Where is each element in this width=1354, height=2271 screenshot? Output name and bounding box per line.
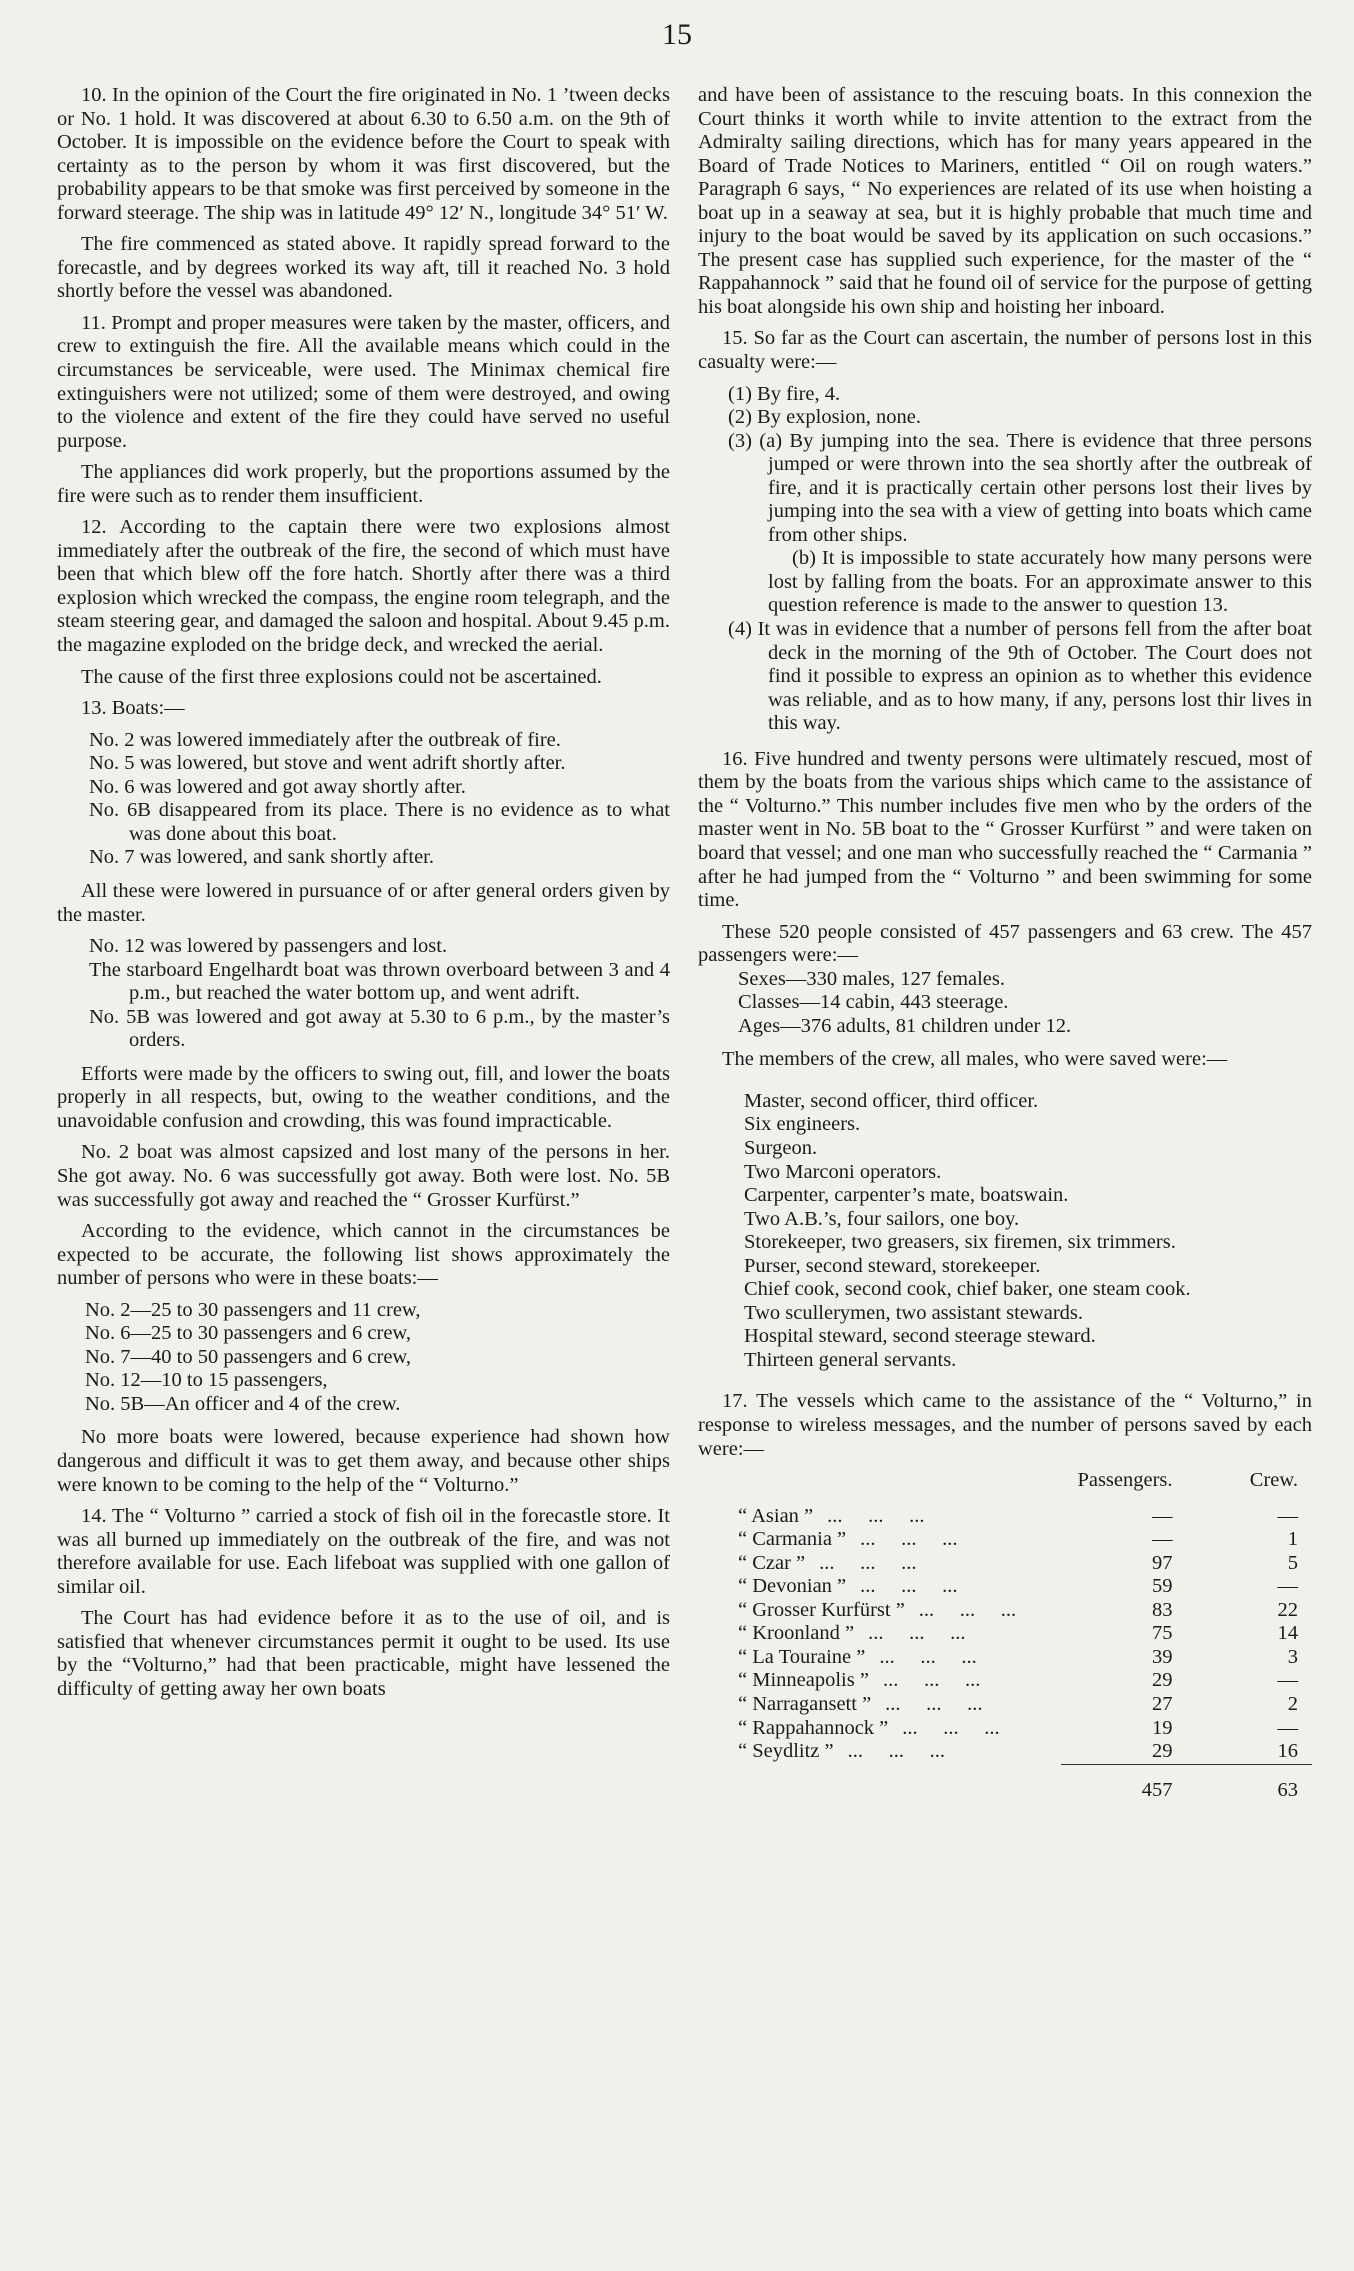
paragraph-13-evidence: According to the evidence, which cannot in the circumstances be expected to be accurate, the following list shows approximately the number of persons who were in these boats:— xyxy=(57,1220,670,1290)
table-row xyxy=(698,1622,1312,1646)
list-item: Surgeon. xyxy=(744,1136,818,1159)
list-item: No. 7 was lowered, and sank shortly after. xyxy=(89,846,434,869)
crew-saved: 3 xyxy=(1287,1645,1298,1668)
table-row xyxy=(698,1505,1312,1529)
vessel-name-text: “ La Touraine ” xyxy=(738,1645,866,1668)
list-item: (b) It is impossible to state accurately how many persons were lost by falling from the boats. For an approximate answer to this question reference is made to the answer to question 13. xyxy=(768,547,1312,617)
paragraph-17: 17. The vessels which came to the assistance of the “ Volturno,” in response to wireless messages, and the number of persons saved by each were:— xyxy=(698,1390,1312,1460)
list-item: No. 6B disappeared from its place. There is no evidence as to what was done about this boat. xyxy=(89,799,670,845)
passengers-saved: 59 xyxy=(1152,1575,1173,1598)
list-item: No. 6 was lowered and got away shortly after. xyxy=(89,775,466,798)
table-row xyxy=(698,1717,1312,1741)
paragraph-15: 15. So far as the Court can ascertain, the number of persons lost in this casualty were:— xyxy=(698,327,1312,374)
list-item: Classes—14 cabin, 443 steerage. xyxy=(738,991,1009,1014)
paragraph-13-outcome: No. 2 boat was almost capsized and lost many of the persons in her. She got away. No. 6 was successfully got away. Both were lost. No. 5B was successfully got away and reached the “ Grosser Kurfürst.” xyxy=(57,1141,670,1211)
column-header-crew: Crew. xyxy=(1249,1469,1298,1492)
vessel-name xyxy=(698,1552,1061,1576)
paragraph-13-no-more-boats: No more boats were lowered, because experience had shown how dangerous and difficult it was to get them away, and because other ships were known to be coming to the help of the “ Volturno.” xyxy=(57,1426,670,1496)
list-item: No. 5B was lowered and got away at 5.30 to 6 p.m., by the master’s orders. xyxy=(89,1005,670,1052)
list-item: Chief cook, second cook, chief baker, one steam cook. xyxy=(744,1278,1191,1301)
crew-saved-list xyxy=(698,1090,1312,1373)
list-item: Two A.B.’s, four sailors, one boy. xyxy=(744,1207,1020,1230)
column-header-passengers: Passengers. xyxy=(1077,1469,1173,1492)
paragraph-12-continued: The cause of the first three explosions could not be ascertained. xyxy=(81,665,602,688)
vessel-name-text: “ Narragansett ” xyxy=(738,1693,872,1715)
page-number: 15 xyxy=(662,18,692,51)
list-item: No. 7—40 to 50 passengers and 6 crew, xyxy=(85,1345,412,1368)
vessel-name-text: “ Seydlitz ” xyxy=(738,1740,834,1763)
passengers-saved: 83 xyxy=(1152,1598,1173,1621)
leader-dots: ... ... ... xyxy=(860,1575,958,1598)
list-item: No. 6—25 to 30 passengers and 6 crew, xyxy=(85,1322,412,1345)
vessels-table xyxy=(698,1469,1312,1802)
leader-dots: ... ... ... xyxy=(819,1551,917,1574)
vessel-name xyxy=(698,1717,1061,1741)
paragraph-10: 10. In the opinion of the Court the fire originated in No. 1 ’tween decks or No. 1 hold. It was discovered at about 6.30 to 6.50 a.m. on the 9th of October. It is impossible on the evidence before the Court to speak with certainty as to the person by whom it was first discovered, but the probability appears to be that smoke was first perceived by someone in the forward steerage. The ship was in latitude 49° 12′ N., longitude 34° 51′ W. xyxy=(57,84,670,224)
list-item: Six engineers. xyxy=(744,1113,861,1136)
total-crew: 63 xyxy=(1187,1764,1312,1802)
passengers-saved: 19 xyxy=(1152,1716,1173,1739)
boats-list-second xyxy=(57,935,670,1053)
crew-saved: 5 xyxy=(1287,1551,1298,1574)
vessel-name xyxy=(698,1575,1061,1599)
list-item: Purser, second steward, storekeeper. xyxy=(744,1254,1041,1277)
vessel-name-text: “ Minneapolis ” xyxy=(738,1669,869,1692)
list-item: (1) By fire, 4. xyxy=(728,382,841,405)
leader-dots: ... ... ... xyxy=(918,1598,1017,1621)
list-item: Thirteen general servants. xyxy=(744,1348,957,1371)
paragraph-13-efforts: Efforts were made by the officers to swing out, fill, and lower the boats properly in all respects, but, owing to the weather conditions, and the unavoidable confusion and crowding, this was found impracticable. xyxy=(57,1062,670,1132)
boats-heading: 13. Boats:— xyxy=(81,697,185,720)
table-row xyxy=(698,1599,1312,1623)
vessel-name xyxy=(698,1622,1061,1646)
paragraph-16-passengers: These 520 people consisted of 457 passengers and 63 crew. The 457 passengers were:— xyxy=(698,920,1312,967)
passengers-saved: — xyxy=(1152,1504,1173,1527)
crew-saved: — xyxy=(1277,1504,1298,1527)
paragraph-11: 11. Prompt and proper measures were taken by the master, officers, and crew to extinguish the fire. All the available means which could in the circumstances be serviceable, were used. The Minimax chemical fire extinguishers were not utilized; some of them were destroyed, and owing to the violence and extent of the fire they could have served no useful purpose. xyxy=(57,311,670,452)
crew-saved: 2 xyxy=(1287,1693,1298,1715)
vessel-name-text: “ Kroonland ” xyxy=(738,1622,855,1645)
leader-dots: ... ... ... xyxy=(847,1740,946,1763)
list-item: No. 2 was lowered immediately after the outbreak of fire. xyxy=(89,728,561,751)
list-item: Storekeeper, two greasers, six firemen, six trimmers. xyxy=(744,1231,1176,1254)
list-item: (3) (a) By jumping into the sea. There is evidence that three persons jumped or were thrown into the sea shortly after the outbreak of fire, and it is practically certain other persons lost their lives by jumping into the sea with a view of getting into boats which came from other ships. xyxy=(728,429,1312,546)
left-column xyxy=(57,84,670,1709)
leader-dots: ... ... ... xyxy=(879,1645,977,1668)
crew-saved: — xyxy=(1277,1716,1298,1739)
passengers-saved: 27 xyxy=(1152,1693,1173,1715)
boat-counts-list xyxy=(57,1299,670,1417)
leader-dots: ... ... ... xyxy=(882,1669,981,1692)
leader-dots: ... ... ... xyxy=(902,1716,1000,1739)
leader-dots: ... ... ... xyxy=(885,1693,983,1715)
passengers-saved: 75 xyxy=(1152,1622,1173,1645)
crew-saved: — xyxy=(1277,1669,1298,1692)
vessel-name-text: “ Grosser Kurfürst ” xyxy=(738,1598,905,1621)
list-item: (4) It was in evidence that a number of persons fell from the after boat deck in the morning of the 9th of October. The Court does not find it possible to express an opinion as to whether this evidence was reliable, and as to how many, if any, persons lost thir lives in this way. xyxy=(728,618,1312,735)
list-item: Carpenter, carpenter’s mate, boatswain. xyxy=(744,1184,1069,1207)
vessel-name xyxy=(698,1693,1061,1717)
list-item: No. 12 was lowered by passengers and lost. xyxy=(89,935,448,958)
crew-saved: 14 xyxy=(1277,1622,1298,1645)
list-item: No. 5B—An officer and 4 of the crew. xyxy=(85,1392,401,1415)
passengers-saved: 29 xyxy=(1152,1669,1173,1692)
list-item: No. 12—10 to 15 passengers, xyxy=(85,1369,328,1392)
vessel-name-text: “ Czar ” xyxy=(738,1551,806,1574)
total-passengers: 457 xyxy=(1061,1764,1186,1802)
list-item: Hospital steward, second steerage steward. xyxy=(744,1325,1096,1348)
vessel-name-text: “ Devonian ” xyxy=(738,1575,847,1598)
passengers-saved: 39 xyxy=(1152,1645,1173,1668)
vessel-name xyxy=(698,1505,1061,1529)
crew-saved: 1 xyxy=(1287,1528,1298,1551)
list-item: Ages—376 adults, 81 children under 12. xyxy=(738,1014,1072,1037)
vessel-name-text: “ Carmania ” xyxy=(738,1528,847,1551)
passengers-saved: 97 xyxy=(1152,1551,1173,1574)
table-row xyxy=(698,1693,1312,1717)
right-column xyxy=(698,84,1312,1802)
vessel-name xyxy=(698,1740,1061,1764)
list-item: The starboard Engelhardt boat was thrown overboard between 3 and 4 p.m., but reached the water bottom up, and went adrift. xyxy=(89,958,670,1005)
list-item: No. 5 was lowered, but stove and went adrift shortly after. xyxy=(89,752,566,775)
paragraph-16-crew: The members of the crew, all males, who were saved were:— xyxy=(722,1048,1228,1071)
paragraph-14: 14. The “ Volturno ” carried a stock of fish oil in the forecastle store. It was all burned up immediately on the outbreak of the fire, and was not therefore available for use. Each lifeboat was supplied with one gallon of similar oil. xyxy=(57,1505,670,1598)
table-row xyxy=(698,1528,1312,1552)
paragraph-10-continued: The fire commenced as stated above. It rapidly spread forward to the forecastle, and by degrees worked its way aft, till it reached No. 3 hold shortly before the vessel was abandoned. xyxy=(57,233,670,303)
table-row xyxy=(698,1669,1312,1693)
paragraph-13-orders: All these were lowered in pursuance of or after general orders given by the master. xyxy=(57,879,670,926)
passenger-stats xyxy=(698,968,1312,1039)
list-item: Sexes—330 males, 127 females. xyxy=(738,967,1006,990)
crew-saved: — xyxy=(1277,1575,1298,1598)
vessel-name-text: “ Asian ” xyxy=(738,1504,814,1527)
passengers-saved: 29 xyxy=(1152,1740,1173,1763)
paragraph-14-end: and have been of assistance to the rescuing boats. In this connexion the Court thinks it worth while to invite attention to the extract from the Admiralty sailing directions, which has for many years appeared in the Board of Trade Notices to Mariners, entitled “ Oil on rough waters.” Paragraph 6 says, “ No experiences are related of its use when hoisting a boat up in a seaway at sea, but it is highly probable that much time and injury to the boat would be saved by its application on such occasions.” The present case has supplied such experience, for the master of the “ Rappahannock ” said that he found oil of service for the purpose of getting his boat alongside his own ship and hoisting her inboard. xyxy=(698,84,1312,318)
leader-dots: ... ... ... xyxy=(860,1528,958,1551)
persons-lost-list xyxy=(698,383,1312,736)
vessel-name xyxy=(698,1599,1061,1623)
paragraph-12: 12. According to the captain there were two explosions almost immediately after the outbreak of the fire, the second of which must have been that which blew off the fore hatch. Shortly after there was a third explosion which wrecked the compass, the engine room telegraph, and the steam steering gear, and damaged the saloon and hospital. About 9.45 p.m. the magazine exploded on the bridge deck, and wrecked the aerial. xyxy=(57,516,670,657)
leader-dots: ... ... ... xyxy=(827,1504,925,1527)
vessel-name xyxy=(698,1528,1061,1552)
paragraph-11-continued: The appliances did work properly, but the proportions assumed by the fire were such as to render them insufficient. xyxy=(57,461,670,507)
list-item: Two scullerymen, two assistant stewards. xyxy=(744,1301,1084,1324)
crew-saved: 22 xyxy=(1277,1598,1298,1621)
table-header-row xyxy=(698,1469,1312,1505)
table-row xyxy=(698,1740,1312,1764)
list-item: Master, second officer, third officer. xyxy=(744,1089,1039,1112)
list-item: No. 2—25 to 30 passengers and 11 crew, xyxy=(85,1298,421,1321)
table-row xyxy=(698,1575,1312,1599)
vessel-name xyxy=(698,1669,1061,1693)
table-row xyxy=(698,1552,1312,1576)
vessel-name-text: “ Rappahannock ” xyxy=(738,1716,889,1739)
passengers-saved: — xyxy=(1152,1528,1173,1551)
paragraph-14-continued: The Court has had evidence before it as to the use of oil, and is satisfied that whenever circumstances permit it ought to be used. Its use by the “Volturno,” had that been practicable, might have lessened the difficulty of getting away her own boats xyxy=(57,1607,670,1700)
paragraph-16: 16. Five hundred and twenty persons were ultimately rescued, most of them by the boats from the various ships which came to the assistance of the “ Volturno.” This number includes five men who by the orders of the master went in No. 5B boat to the “ Grosser Kurfürst ” and were taken on board that vessel; and one man who successfully reached the “ Carmania ” after he had jumped from the “ Volturno ” and been swimming for some time. xyxy=(698,747,1312,912)
list-item: (2) By explosion, none. xyxy=(728,406,922,429)
crew-saved: 16 xyxy=(1277,1740,1298,1763)
table-total-row xyxy=(698,1764,1312,1802)
list-item: Two Marconi operators. xyxy=(744,1160,942,1183)
vessel-name xyxy=(698,1646,1061,1670)
boats-list-first xyxy=(57,729,670,870)
table-row xyxy=(698,1646,1312,1670)
leader-dots: ... ... ... xyxy=(868,1622,966,1645)
